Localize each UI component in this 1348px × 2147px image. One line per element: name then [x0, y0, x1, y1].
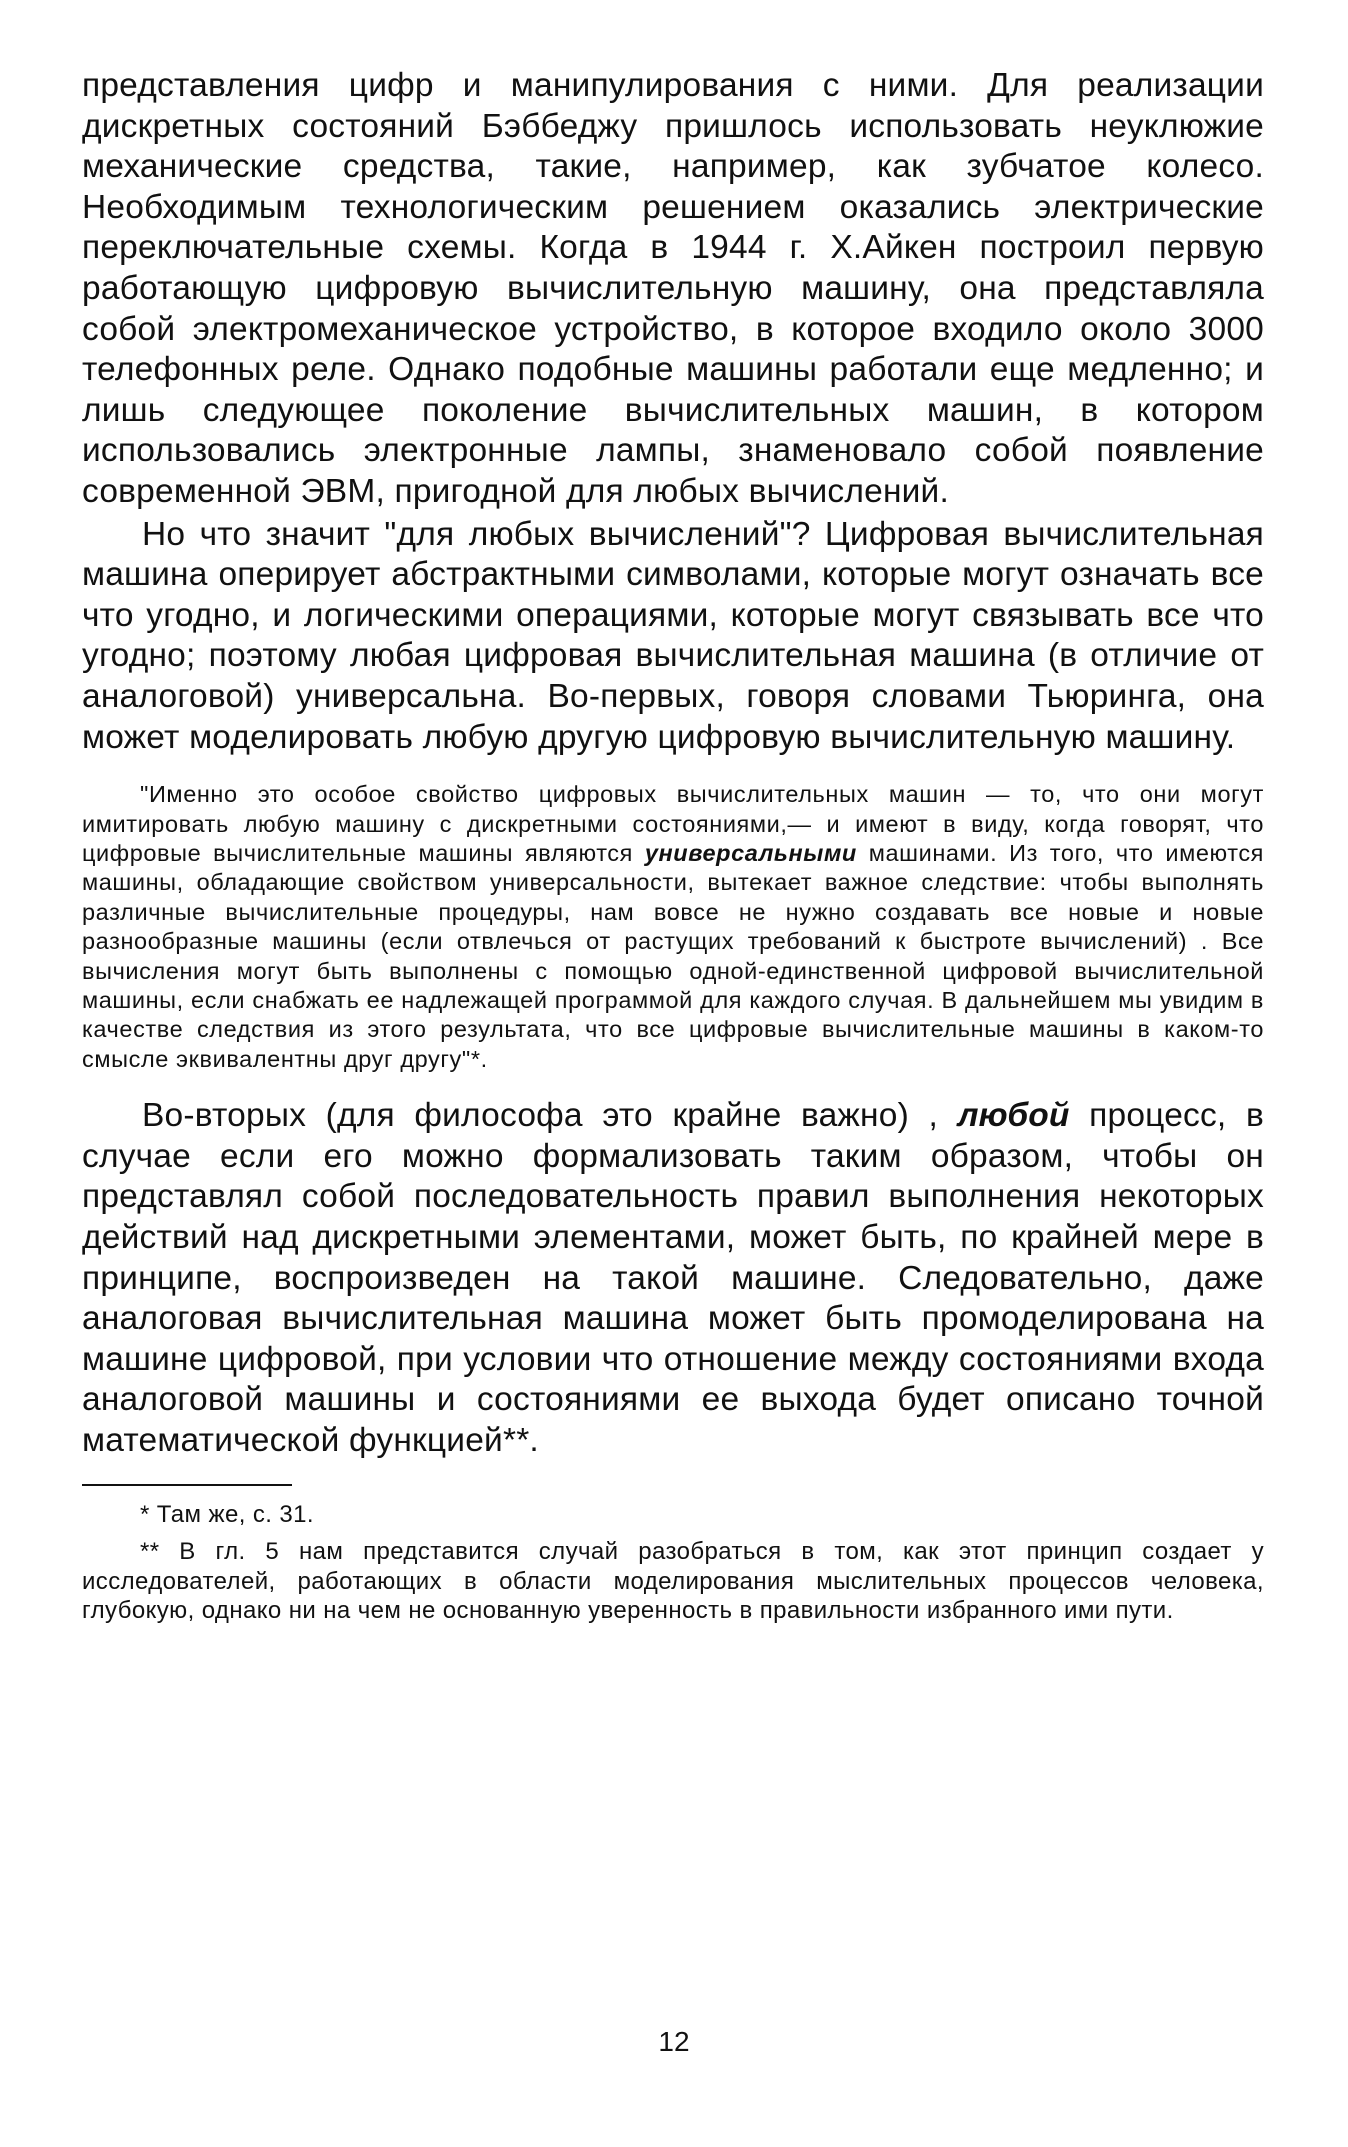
footnote-divider	[82, 1484, 292, 1486]
paragraph-3-emphasis: любой	[957, 1097, 1070, 1135]
page-body	[82, 66, 1264, 1626]
page-number: 12	[658, 2026, 690, 2057]
paragraph-1: представления цифр и манипулирования с ними. Для реализации дискретных состояний Бэббеджу пришлось использовать неуклюжие механические средства, такие, например, как зубчатое колесо. Необходимым технологическим решением оказались электрические переключательные схемы. Когда в 1944 г. Х.Айкен построил первую работающую цифровую вычислительную машину, она представляла собой электромеханическое устройство, в которое входило около 3000 телефонных реле. Однако подобные машины работали еще медленно; и лишь следующее поколение вычислительных машин, в котором использовались электронные лампы, знаменовало собой появление современной ЭВМ, пригодной для любых вычислений.	[82, 67, 1264, 510]
footnote-1: * Там же, с. 31.	[140, 1500, 314, 1528]
paragraph-3	[82, 1096, 1264, 1461]
quote-text-before: "Именно это особое свойство цифровых вычислительных машин — то, что они могут имитировать любую машину с дискретными состояниями,— и имеют в виду, когда говорят, что цифровые вычислительные машины являются	[82, 781, 1264, 866]
turing-quote	[82, 780, 1264, 1074]
paragraph-3-after: процесс, в случае если его можно формализовать таким образом, чтобы он представлял собой последовательность правил выполнения некоторых действий над дискретными элементами, может быть, по крайней мере в принципе, воспроизведен на такой машине. Следовательно, даже аналоговая вычислительная машина может быть промоделирована на машине цифровой, при условии что отношение между состояниями входа аналоговой машины и состояниями ее выхода будет описано точной математической функцией**.	[82, 1097, 1264, 1459]
footnote-2: ** В гл. 5 нам представится случай разобраться в том, как этот принцип создает у исследователей, работающих в области моделирования мыслительных процессов человека, глубокую, однако ни на чем не основанную уверенность в правильности избранного ими пути.	[82, 1538, 1264, 1625]
quote-emphasis: универсальными	[644, 839, 857, 866]
quote-text-after: машинами. Из того, что имеются машины, обладающие свойством универсальности, вытекает важное следствие: чтобы выполнять различные вычислительные процедуры, нам вовсе не нужно создавать все новые и новые разнообразные машины (если отвлечься от растущих требований к быстроте вычислений) . Все вычисления могут быть выполнены с помощью одной-единственной цифровой вычислительной машины, если снабжать ее надлежащей программой для каждого случая. В дальнейшем мы увидим в качестве следствия из этого результата, что все цифровые вычислительные машины в каком-то смысле эквивалентны друг другу"*.	[82, 839, 1264, 1072]
paragraph-3-before: Во-вторых (для философа это крайне важно) ,	[142, 1097, 958, 1135]
paragraph-2: Но что значит "для любых вычислений"? Цифровая вычислительная машина оперирует абстрактными символами, которые могут означать все что угодно, и логическими операциями, которые могут связывать все что угодно; поэтому любая цифровая вычислительная машина (в отличие от аналоговой) универсальна. Во-первых, говоря словами Тьюринга, она может моделировать любую другую цифровую вычислительную машину.	[82, 515, 1264, 756]
